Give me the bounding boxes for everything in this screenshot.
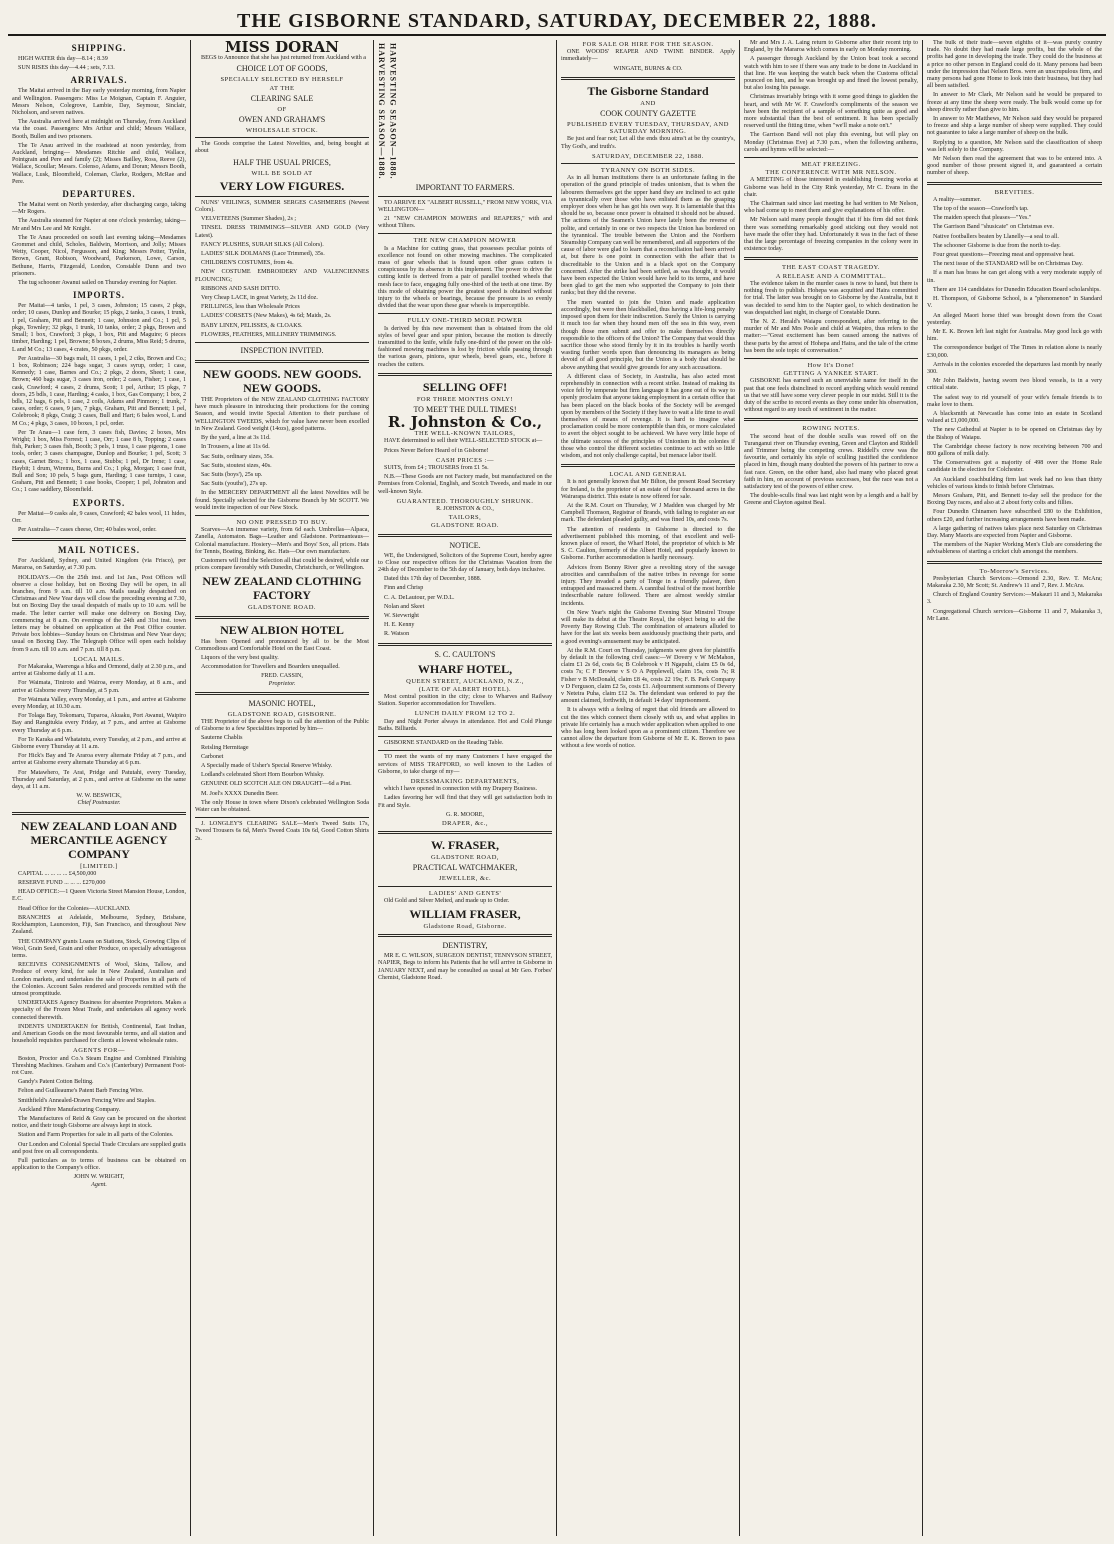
- paragraph: The bulk of their trade—seven eighths of it—was purely country trade. No doubt they had made large profits, but the whole of the profits had gone in developing the trade. They could do the business at a price no other person in England could do it. Many persons had been under the impression that Nelson Bros. were an unscrupulous firm, and many persons had gone Home to look into their business, but they had all been satisfied.: [927, 40, 1102, 90]
- paragraph: Sac Suits (boys'), 25s up.: [201, 471, 263, 478]
- paragraph: In answer to Mr Matthews, Mr Nelson said they would be prepared to freeze and ship a large number of sheep were supplied. They could not guarantee to take a large number of sheep on the bulk.: [927, 116, 1102, 137]
- subheading: THE EAST COAST TRAGEDY.: [781, 264, 881, 272]
- paragraph: An alleged Maori horse thief was brought down from the Coast yesterday.: [927, 312, 1102, 326]
- paragraph: Has been Opened and pronounced by all to be the Most Commodious and Comfortable Hotel on the East Coast.: [195, 638, 369, 652]
- ad-line: IMPORTANT TO FARMERS.: [415, 182, 515, 192]
- ad-heading: NEW ALBION HOTEL: [220, 622, 344, 637]
- paragraph: The Australia arrived here at midnight on Thursday, from Auckland via the coast. Passengers: Mrs Arthur and child; Messrs Wallace, Booth, Bullen and two prisoners.: [12, 119, 186, 140]
- paragraph: At the R.M. Court on Thursday, W J Madden was charged by Mr Campbell Thomson, Registrar of Brands, with failing to register an ear mark. The defendant pleaded guilty, and was fined 10s, and costs 7s.: [561, 502, 735, 524]
- paragraph: For Matawhero, Te Arai, Pridge and Patutahi, every Tuesday, Thursday and Saturday, at 2 p.m., and arrive at Gisborne on the same days, at 11 a.m.: [12, 769, 186, 791]
- subheading: GLADSTONE ROAD, GISBORNE.: [227, 710, 337, 718]
- paragraph: TO ARRIVE EX "ALBERT RUSSELL," FROM NEW YORK, VIA WELLINGTON—: [378, 199, 552, 213]
- double-divider: [378, 643, 552, 646]
- signature: FRED. CASSIN,: [261, 673, 303, 680]
- subheading: QUEEN STREET, AUCKLAND, N.Z.,: [406, 677, 524, 685]
- paragraph: The Manufactures of Reid & Gray can be procured on the shortest notice, and their tough Gisborne are always kept in stock.: [12, 1115, 186, 1130]
- paragraph: GISBORNE STANDARD on the Reading Table.: [384, 740, 504, 747]
- paragraph: In Trousers, a line at 11s 6d.: [201, 444, 270, 451]
- paragraph: An Auckland coachbuilding firm last week had no less than thirty vehicles of various kinds to finish before Christmas.: [927, 476, 1102, 490]
- paragraph: Old Gold and Silver Melted, and made up to Order.: [384, 897, 510, 904]
- signature: R. JOHNSTON & CO.,: [436, 506, 494, 513]
- section-heading: SHIPPING.: [71, 43, 127, 53]
- paragraph: Congregational Church services—Gisborne 11 and 7, Makaraka 3, Mr Lane.: [927, 608, 1102, 622]
- paragraph: A Specially made of Usher's Special Reserve Whisky.: [201, 762, 333, 769]
- paragraph: Smithfield's Annealed-Drawn Fencing Wire and Staples.: [18, 1097, 156, 1104]
- paragraph: Station and Farm Properties for sale in all parts of the Colonies.: [18, 1132, 174, 1139]
- paragraph: A passenger through Auckland by the Union boat took a second watch with him to see if there was any trade to be done in Auckland in that line. He was keeping the watch back when the Customs official pounced on him, and he was brought up and fined the lowest penalty, but also losing his passage.: [744, 56, 918, 92]
- paragraph: THE Proprietor of the above begs to call the attention of the Public of Gisborne to a few Specialities imported by him—: [195, 718, 369, 733]
- paragraph: UNDERTAKES Agency Business for absentee Proprietors. Makes a specialty of the Frozen Meat Trade, and undertakes all agency work connected therewith.: [12, 1000, 186, 1021]
- subheading: FULLY ONE-THIRD MORE POWER: [407, 317, 523, 325]
- paragraph: Liquors of the very best quality.: [201, 654, 279, 661]
- double-divider: [927, 182, 1102, 185]
- paragraph: which I have opened in connection with my Drapery Business.: [384, 786, 537, 793]
- paragraph: A large gathering of natives takes place next Saturday on Christmas Day. Many Maoris are expected from Napier and Gisborne.: [927, 525, 1102, 539]
- paragraph: CHILDREN'S COSTUMES, from 4s.: [201, 260, 294, 267]
- paragraph: HEAD OFFICE:—1 Queen Victoria Street Mansion House, London, E.C.: [12, 889, 186, 903]
- double-divider: [378, 373, 552, 376]
- ad-heading: W. FRASER,: [431, 838, 499, 853]
- paragraph: ONE WOODS' REAPER AND TWINE BINDER. Apply immediately—: [561, 49, 735, 63]
- column-2: [191, 40, 374, 1536]
- paragraph: The men wanted to join the Union and made application accordingly, but were then blackballed, thus having a life-long penalty imposed upon them for their indiscretion. Surely the Union is carrying it much too far when they hound men off the sea in this way, even though those men submit and offer to make themselves directly responsible to the officers of the Union? The Company that would thus sacrifice those who stood firmly by it in its troubles is hardly worth wasting further words upon than denouncing its managers as being devoid of all good principle, but the Union is a body that should be above anything that would give grounds for any such accusations.: [561, 299, 735, 371]
- ad-line: PRACTICAL WATCHMAKER,: [412, 863, 518, 873]
- paragraph: N.B.—These Goods are not Factory made, but manufactured on the Premises from Colonial, English, and Scotch Tweeds, and made in our well-known Style.: [378, 474, 552, 495]
- paragraph: Replying to a question, Mr Nelson said the classification of sheep was left solely to the Company.: [927, 139, 1102, 153]
- subheading: FOR THREE MONTHS ONLY!: [416, 395, 514, 403]
- paragraph: Mr and Mrs J. A. Laing return to Gisborne after their recent trip to England, by the Mararoa which comes in early on Monday morning.: [744, 40, 918, 54]
- subheading: DRESSMAKING DEPARTMENTS,: [410, 777, 520, 785]
- paragraph: Ladies favoring her will find that they will get satisfaction both in Fit and Style.: [378, 795, 552, 809]
- paragraph: Be just and fear not; Let all the ends thou aims't at be thy country's, Thy God's, and truth's.: [561, 136, 735, 150]
- paragraph: Lodland's celebrated Short Horn Bourbon Whisky.: [201, 772, 325, 779]
- paragraph: SUN RISES this day—4.44 ; sets, 7.13.: [18, 65, 115, 72]
- paragraph: For Tolaga Bay, Tokomaru, Tuparoa, Akuaku, Port Awanui, Waipiro Bay and Rangitukia every Friday, at 7 p.m., and arrive at Gisborne every Thursday at 6 p.m.: [12, 713, 186, 734]
- subheading: FOR SALE OR HIRE FOR THE SEASON.: [582, 41, 714, 48]
- paragraph: Scarves—An immense variety, from 6d each. Umbrellas—Alpaca, Zanella, Automaton. Bags—Leather and Gladstone. Portmanteaus—Colonial manufacture. Hosiery—Men's and Boys' Sox, all prices. Hats for Tennis, Boating, Binking, &c. Hats—Our own manufacture.: [195, 527, 369, 555]
- columns-container: [8, 40, 1106, 1536]
- ad-line: CLEARING SALE: [250, 93, 314, 103]
- paragraph: In answer to Mr Clark, Mr Nelson said he would be prepared to freeze at any time the sheep were ready. The bulk would come up for sheep directly rather than give to him.: [927, 92, 1102, 113]
- divider: [561, 163, 735, 164]
- paragraph: If a man has brass he can get along with a very moderate supply of tin.: [927, 270, 1102, 284]
- paragraph: Felton and Guilleaume's Patent Barb Fencing Wire.: [18, 1088, 144, 1095]
- paragraph: Head Office for the Colonies—AUCKLAND.: [18, 905, 131, 912]
- paragraph: BEGS to Announce that she has just returned from Auckland with a: [201, 55, 367, 62]
- subheading: TAILORS,: [448, 514, 482, 522]
- paragraph: Per Australia—7 cases cheese, Orr; 40 bales wool, order.: [18, 526, 157, 533]
- column-4: [557, 40, 740, 1536]
- subheading: To-Morrow's Services.: [979, 567, 1050, 575]
- paragraph: The Maitai went on North yesterday, after discharging cargo, taking—Mr Rogers.: [12, 202, 186, 216]
- paragraph: For Waimata, Tiniroto and Wairoa, every Monday, at 8 a.m., and arrive at Gisborne every Thursday, at 5 p.m.: [12, 680, 186, 694]
- paragraph: LADIES' SILK DOLMANS (Lace Trimmed), 35s.: [201, 251, 325, 258]
- paragraph: The Goods comprise the Latest Novelties, and, being bought at about: [195, 141, 369, 155]
- subheading: LOCAL MAILS.: [73, 655, 125, 663]
- paragraph: Native footballers beaten by Llanelly—a seal to all.: [933, 233, 1059, 240]
- paragraph: By the yard, a line at 3s 11d.: [201, 435, 271, 442]
- divider: [378, 886, 552, 887]
- ad-heading: WHARF HOTEL,: [417, 661, 513, 676]
- paragraph: A blacksmith at Newcastle has come into an estate in Scotland valued at £1,000,000.: [927, 410, 1102, 425]
- signature-title: Chief Postmaster.: [77, 800, 121, 807]
- paragraph: The second heat of the double sculls was rowed off on the Turanganui river on Thursday evening, Green and Clayton and Riddell and Trimmer being the competing crews. Riddell's crew was the favourite, and certainly his style of sculling justified the confidence placed in him, though many doubted the powers of his partner to row a fast race. Green, on the other hand, also had many who placed great faith in him, on account of previous successes, but the race was not a satisfactory test of the powers of either crew.: [744, 433, 918, 490]
- signature: JOHN W. WRIGHT,: [73, 1174, 125, 1181]
- paragraph: Sac Suits (youths'), 27s up.: [201, 481, 268, 488]
- column-6: [923, 40, 1106, 1536]
- signature: G. R. MOORE,: [445, 811, 485, 818]
- subheading: OF: [277, 105, 287, 113]
- section-heading: ARRIVALS.: [70, 75, 128, 86]
- ad-line: MASONIC HOTEL,: [248, 698, 316, 708]
- divider: [744, 157, 918, 158]
- paragraph: NEW COSTUME EMBROIDERY AND VALENCIENNES FLOUNCING;: [195, 269, 369, 283]
- subheading: GLADSTONE ROAD.: [247, 604, 317, 612]
- paragraph: VELVETEENS (Summer Shades), 2s ;: [201, 216, 297, 223]
- paragraph: The members of the Napier Working Men's Club are considering the advisableness of starting a cricket club amongst the members.: [927, 542, 1102, 556]
- ad-heading: NEW GOODS. NEW GOODS. NEW GOODS.: [202, 367, 362, 396]
- paragraph: RECEIVES CONSIGNMENTS of Wool, Skins, Tallow, and Produce of every kind, for sale in New Zealand, Australian and London markets, and undertakes the sale of Properties in all parts of the Colonies. Account Sales rendered and proceeds remitted with the utmost promptitude.: [12, 962, 186, 997]
- ad-line: OWEN AND GRAHAM'S: [238, 115, 326, 125]
- vertical-banner-text: HARVESTING SEASON—1888.: [388, 43, 398, 180]
- column-1: [8, 40, 191, 1536]
- subheading: LOCAL AND GENERAL: [609, 471, 687, 479]
- subheading: THE NEW CHAMPION MOWER: [413, 237, 517, 245]
- ad-title: MISS DORAN: [224, 40, 340, 56]
- paragraph: The top of the season—Crawford's tap.: [933, 206, 1029, 213]
- subheading: NO ONE PRESSED TO BUY.: [236, 518, 328, 526]
- paragraph: There are 114 candidates for Dunedin Education Board scholarships.: [933, 286, 1101, 293]
- paragraph: Day and Night Porter always in attendance. Hot and Cold Plunge Baths. Billiards.: [378, 718, 552, 732]
- paragraph: It is always with a feeling of regret that old friends are allowed to cut the ties which connect them closely with us, and what applies in private life certainly has a much wider application when applied to one who has long been looked upon as a prominent citizen. Therefore we cannot allow the departure from Gisborne of Mr E. K. Brown to pass without a few words of notice.: [561, 707, 735, 750]
- paragraph: For Auckland, Sydney, and United Kingdom (via Frisco), per Mararoa, on Saturday, at 7.30 p.m.: [12, 558, 186, 572]
- ad-line: COOK COUNTY GAZETTE: [600, 109, 696, 119]
- paragraph: The Australia steamed for Napier at one o'clock yesterday, taking—Mr and Mrs Lee and Mr Knight.: [12, 218, 186, 232]
- paragraph: THE Proprietors of the NEW ZEALAND CLOTHING FACTORY have much pleasure in introducing their productions for the coming Season, and would invite Special Attention to their purchase of WELLINGTON TWEEDS, which for value have never been excelled in New Zealand. Good weight (14ozs), good patterns.: [195, 397, 369, 432]
- subheading: WILL BE SOLD AT: [251, 169, 313, 177]
- paragraph: The only House in town where Dixon's celebrated Wellington Soda Water can be obtained.: [195, 799, 369, 813]
- subheading: LUNCH DAILY FROM 12 TO 2.: [414, 710, 516, 718]
- paragraph: The double-sculls final was last night won by a length and a half by Greene and Clayton against Beal.: [744, 493, 918, 507]
- paragraph: Four Dunedin Chinamen have subscribed £80 to the Exhibition, others £20, and further increasing arrangements have been made.: [927, 509, 1102, 523]
- ad-heading: NEW ZEALAND LOAN AND MERCANTILE AGENCY COMPANY: [20, 818, 178, 861]
- harvest-banner: [378, 43, 552, 180]
- paragraph: INDENTS UNDERTAKEN for British, Continental, East Indian, and American Goods on the most favourable terms, and all station and household requisites purchased for clients at lowest wholesale rates.: [12, 1023, 186, 1045]
- paragraph: The Te Anau arrived in the roadstead at noon yesterday, from Auckland, bringing— Mesdames Ritchie and child, Wallace, Pointgrain and Pere and family (2); Misses Bailley, Ross, Reeve (2), Wallace, Scoullar; Messrs. Colenso, Adams, and Doran; Messrs Booth, Wallace, Lusk, Bloomfield, Coleman, Clarke, Rodgers, McRae and Pere.: [12, 142, 186, 185]
- subheading: GLADSTONE ROAD.: [430, 522, 500, 530]
- paragraph: CAPITAL ... ... ... ... £4,500,000: [18, 870, 97, 877]
- ad-line: INSPECTION INVITED.: [240, 346, 324, 356]
- paragraph: On New Year's night the Gisborne Evening Star Minstrel Troupe will make its debut at the Theatre Royal, the object being to aid the Poverty Bay Rowing Club. The combination of amateurs alluded to have for the last six weeks been assiduously practising their parts, and a good evening's amusement may be anticipated.: [561, 609, 735, 645]
- ad-title: R. Johnston & Co.,: [387, 413, 543, 431]
- ad-line: DENTISTRY,: [442, 941, 488, 951]
- paragraph: M. Joel's XXXX Dunedin Beer.: [201, 790, 279, 797]
- column-5: [740, 40, 923, 1536]
- paragraph: W. Sievwright: [384, 613, 419, 620]
- paragraph: Christmas invariably brings with it some good things to gladden the heart, and with Mr W. F. Crawford's compliments of the season we have been the recipient of a sample of something quite as good and more substantial than the best of sentiment. It has been specially reserved until the fitting time, when "we'll make a note on't.": [744, 94, 918, 130]
- paragraph: Finn and Chrisp: [384, 585, 424, 592]
- paragraph: Full particulars as to terms of business can be obtained on application to the Company's office.: [12, 1157, 186, 1172]
- paragraph: The evidence taken in the murder cases is now to hand, but there is nothing fresh to publish. Hohepa was acquitted and Haira committed for trial. The latter was brought on to Gisborne by the Australia, but it was decided to send him to the Napier gaol, to which destination he was despatched last night, in charge of Constable Dunn.: [744, 280, 918, 316]
- ad-line: TO MEET THE DULL TIMES!: [413, 405, 517, 414]
- divider: [195, 196, 369, 197]
- subheading: AGENTS FOR—: [73, 1047, 125, 1055]
- ad-heading: NEW ZEALAND CLOTHING FACTORY: [202, 574, 362, 603]
- divider: [195, 515, 369, 516]
- paragraph: LADIES' CORSETS (New Makes), 4s 6d; Maids, 2s.: [201, 313, 332, 320]
- paragraph: HIGH WATER this day—8.14 ; 8.39: [18, 56, 108, 62]
- paragraph: Advices from Bonny River give a revolting story of the savage atrocities and cannibalism of the native tribes in revenge for some injury. They invaded a party of Tonge in a friendly palaver, then entrapped and massacred them. A cannibal festival of the most horrible indescribable nature followed. There are almost weekly similar incidents.: [561, 564, 735, 607]
- paragraph: The schooner Gisborne is due from the north to-day.: [933, 242, 1061, 249]
- paragraph: The Te Anau proceeded on south last evening taking—Mesdames Grommet and child, Scholes, Baldwin, Morrison, and Jolly; Misses Wetty, Cooper, Nicol, Fergusson, and King; Messrs Potter, Tynlin, Brown, Grant, Robison, Woodward, Parkerson, Lowe, Carson, Bethune, Harris, Fitzgerald, London, Constable Dunn and two prisoners.: [12, 234, 186, 277]
- paragraph: FANCY PLUSHES, SURAH SILKS (All Colors).: [201, 241, 324, 248]
- ad-line: CHOICE LOT OF GOODS,: [236, 64, 328, 74]
- subheading: SPECIALLY SELECTED BY HERSELF: [220, 76, 344, 84]
- paragraph: Per Australia—30 bags malt, 11 cases, 1 pel, 2 ctks, Brown and Co.; 1 box, Robinson; 224 bags sugar, 3 cases syrup, order; 1 case, Kennedy; 1 case, Barnes and Co.; 2 pkgs, 2 doors, Sheet; 1 case, Brown; 460 bags sugar, 3 cases iron, order; 2 cases, Fisher; 1 case, 1 cask, Crawford; 4 cases, 2 drums, Scott; 1 pel, Arthur; 15 pkgs, 7 doors, 25 bdls, 1 case, Harding; 4 casks, 1 box, Gas Company; 1 box, 2 bdls, 12 bags, 6 pels, 1 case, 2 coils, Adams and Pinmore; 1 trunk, 7 cases, order; 6 cases, 9 jars, 7 pkgs, Graham, Pitt and Bennett; 1 pel, Colebrook; 8 pkgs, Craig; 3 cases, Bull and Hart; 6 bales wool, L and M Co.; 4 pkgs, 3 cases, 10 boxes, 1 pcl, order.: [12, 355, 186, 427]
- paragraph: A different class of Society, in Australia, has also acted most reprehensibly in connection with a recent strike. Instead of making its voice felt by temperate but firm language it has gone out of its way to openly proclaim that anyone taking employment in a certain office that has been placed on the black books of the Society will be avenged upon by members of the Society if they have to wait a life time to avail themselves of means of revenge. It is hard to imagine what proclamation could be more contemptible than this, or more calculated to avert the object sought to be achieved. We have very little hope of the ultimate success of the principles of Unionism in the colonies if those who control the different societies continue to act with so little wisdom, and not only challenge capital, but menace labor itself.: [561, 373, 735, 459]
- ad-heading: WILLIAM FRASER,: [409, 906, 521, 921]
- paragraph: Sauterne Chablis: [201, 735, 243, 742]
- paragraph: C. A. DeLautour, per W.D.L.: [384, 594, 455, 601]
- divider: [378, 233, 552, 234]
- paragraph: 21 "NEW CHAMPION MOWERS and REAPERS," with and without Tilters.: [378, 215, 552, 230]
- paragraph: Very Cheap LACE, in great Variety, 2s 11d doz.: [201, 295, 318, 302]
- subheading: BREVITIES.: [994, 188, 1035, 196]
- paragraph: For Te Karaka and Whatatutu, every Tuesday, at 2 p.m., and arrive at Gisborne every Thursday at 11 a.m.: [12, 736, 187, 751]
- masthead-title: THE GISBORNE STANDARD, SATURDAY, DECEMBER 22, 1888.: [237, 9, 877, 32]
- paragraph: Accommodation for Travellers and Boarders unequalled.: [201, 664, 340, 671]
- subheading: WHOLESALE STOCK.: [245, 127, 319, 135]
- subheading: JEWELLER, &c.: [438, 875, 492, 883]
- vertical-banner-text: HARVESTING SEASON—1888.: [377, 43, 387, 180]
- double-divider: [561, 77, 735, 80]
- paragraph: Mr Nelson then read the agreement that was to be entered into. A good number of those present signed it, and guaranteed a certain number of sheep.: [927, 156, 1102, 177]
- paragraph: The Garrison Band will not play this evening, but will play on Monday (Christmas Eve) at 7.30 p.m., when the following anthems, carols and hymns will be selected:—: [744, 132, 918, 153]
- double-divider: [561, 464, 735, 467]
- subheading: TYRANNY ON BOTH SIDES.: [600, 167, 696, 175]
- paragraph: The Maitai arrived in the Bay early yesterday morning, from Napier and Wellington. Passengers: Miss Le Moignan, Captain F. Anguier, Messrs Nelson, Colegrove, Lambie, Day, Seymour, Sinclair, Nicholson, and seven natives.: [12, 88, 186, 117]
- paragraph: In the MERCERY DEPARTMENT all the latest Novelties will be found. Specially selected for the Gisborne Branch by Mr SCOTT. We would invite inspection of our New Stock.: [195, 490, 369, 511]
- paragraph: HOLIDAYS.—On the 25th inst. and 1st Jan., Post Offices will observe a close holiday, but on Boxing Day will be open, in all branches, from 9 a.m. till 10 a.m. Mails usually despatched on Christmas and New Year days will close the preceding evening at 7.30, but on Boxing Day the usual despatch of mails up to 10 a.m. will be made. The letter carrier will make one delivery on Boxing Day, commencing at 8 a.m. On evenings of the 24th and 31st inst. town letters may be obtained on application at the Post Office counter. Private box lobbies—Sunday hours on Christmas and New Year days; usual on Boxing Day. The Telegraph Office will open each holiday from 9 a.m. till 10 a.m. and 7 p.m. till 8 p.m.: [12, 574, 186, 653]
- paragraph: BABY LINEN, PELISSES, & CLOAKS.: [201, 322, 303, 329]
- double-divider: [378, 534, 552, 537]
- subheading: GLADSTONE ROAD,: [430, 854, 500, 862]
- signature-title: Agent.: [91, 1181, 107, 1188]
- subheading: LADIES' AND GENTS': [428, 889, 502, 897]
- divider: [195, 817, 369, 818]
- paragraph: Boston, Proctor and Co.'s Steam Engine and Combined Finishing Threshing Machines. Graham and Co.'s (Canterbury) Permanent Foot-rot Cure.: [12, 1055, 186, 1076]
- paragraph: Is derived by this new movement than is obtained from the old styles of bevel gear and spur pinion, because the motion is directly transmitted to the knife, while fully one-third of the power on the old-fashioned mowing machines is lost by friction while passing through the various gears, pinions, spur wheels, bevel gears, etc., before it reaches the cutters.: [378, 325, 552, 368]
- paragraph: J. LONGLEY'S CLEARING SALE—Men's Tweed Suits 17s, Tweed Trousers 6s 6d, Men's Tweed Coats 10s 6d, Good Cotton Shirts 2s.: [195, 821, 369, 842]
- double-divider: [378, 934, 552, 937]
- ad-line: S. C. CAULTON'S: [434, 649, 496, 659]
- subheading: THE WELL-KNOWN TAILORS,: [414, 430, 516, 438]
- paragraph: H. Thompson, of Gisborne School, is a "phenomenon" in Standard V.: [927, 296, 1102, 310]
- section-heading: IMPORTS.: [73, 290, 125, 301]
- section-heading: MAIL NOTICES.: [57, 545, 141, 556]
- subheading: PUBLISHED EVERY TUESDAY, THURSDAY, AND SATURDAY MORNING.: [567, 121, 729, 136]
- paragraph: As in all human institutions there is an unfortunate failing in the operation of the grand principle of trades unionism, that is when the labourers themselves get the upper hand they are inclined to act quite as tyrannically over those who have enlisted them as the grasping employer does when he has got his own way. It is lamentable that this should be so, because once power is obtained it should not be abused. The actions of the Seamen's Union have lately been the reverse of polite, and certainly in one or two respects the Union has bordered on the tyrannical. The trouble between the Union and the Northern Steamship Company can well be remembered, and all supporters of the cause of labor were glad to learn that a reconciliation had been arrived at, but there is one point in connection with the affair that is discreditable to the Union and is a black spot on the Company concerned. After the strike had been settled, as was thought, it would have been expected the Union would have held to its terms, and have been glad to get the men who supported the Company to join their ranks; but they did the reverse.: [561, 175, 735, 297]
- paragraph: TO meet the wants of my many Customers I have engaged the services of MISS TRAFFORD, so well known to the Ladies of Gisborne, to take charge of my—: [378, 754, 552, 775]
- paragraph: For Hick's Bay and Te Araroa every alternate Friday at 7 p.m., and arrive at Gisborne every alternate Thursday at 6 p.m.: [12, 753, 186, 767]
- paragraph: The Chairman said since last meeting he had written to Mr Nelson, who had come up to meet them and give explanations of his offer.: [744, 201, 918, 215]
- paragraph: The N. Z. Herald's Waiapu correspondent, after referring to the murder of Mr and Mrs Poole and child at Waipiro, thus refers to the matter:—"Great excitement has been caused among the natives of these parts by the arrest of Hohepa and Haira, and the tale of the crime has been the sole topic of conversation.": [744, 318, 918, 354]
- subheading: THE CONFERENCE WITH MR NELSON.: [765, 169, 897, 177]
- subheading: GUARANTEED. THOROUGHLY SHRUNK.: [396, 497, 534, 505]
- paragraph: The maiden speech that pleases—"Yes.": [933, 215, 1032, 222]
- divider: [378, 313, 552, 314]
- paragraph: Mr John Baldwin, having sworn two blood vessels, is in a very critical state.: [927, 378, 1102, 392]
- page-masthead: [8, 8, 1106, 36]
- divider: [744, 358, 918, 359]
- paragraph: GISBORNE has earned such an unenviable name for itself in the past that one feels disinclined to record anything which would remind us that we still have some very clever people in our midst. Still it is the duty of the scribe to record events as they come under his observation, without regard to any touch of sentiment in the matter.: [744, 378, 918, 414]
- paragraph: SUITS, from £4 ; TROUSERS from £1 5s.: [384, 465, 489, 472]
- subheading: MEAT FREEZING.: [801, 161, 861, 169]
- paragraph: Sac Suits, ordinary sizes, 35s.: [201, 453, 274, 460]
- divider: [195, 342, 369, 343]
- paragraph: Gandy's Patent Cotton Belting.: [18, 1079, 94, 1086]
- paragraph: Carbonet: [201, 753, 224, 760]
- paragraph: BRANCHES at Adelaide, Melbourne, Sydney, Brisbane, Rockhampton, Launceston, Fiji, San Francisco, and throughout New Zealand.: [12, 914, 186, 936]
- paragraph: Prices Never Before Heard of in Gisborne!: [384, 447, 489, 454]
- paragraph: NUNS' VEILINGS, SUMMER SERGES CASHMERES (Newest Colors).: [195, 199, 369, 214]
- paragraph: GENUINE OLD SCOTCH ALE ON DRAUGHT—6d a Pint.: [201, 781, 352, 788]
- paragraph: THE COMPANY grants Loans on Stations, Stock, Growing Clips of Wool, Grain Seed, Grain and other Produce, on specially advantageous terms.: [12, 938, 186, 959]
- paragraph: A MEETING of those interested in establishing freezing works at Gisborne was held in the City Rink yesterday, Mr C. Evans in the chair.: [744, 177, 918, 198]
- ad-line: HALF THE USUAL PRICES,: [233, 157, 331, 167]
- paragraph: Presbyterian Church Services:—Ormond 2.30, Rev. T. McAra; Makaraka 2.30, Mr Scott; St. Andrew's 11 and 7, Rev. J. McAra.: [927, 575, 1102, 589]
- paragraph: Four great questions—Freezing meat and oppressive heat.: [933, 252, 1075, 259]
- paragraph: The Conservatives got a majority of 498 over the Home Rule candidate in the election for Colchester.: [927, 460, 1102, 474]
- paragraph: Mr E. K. Brown left last night for Australia. May good luck go with him.: [927, 328, 1102, 343]
- paragraph: For Waimata Valley, every Monday, at 1 p.m., and arrive at Gisborne every Monday, at 10.30 a.m.: [12, 696, 186, 711]
- paragraph: Messrs Graham, Pitt, and Bennett to-day sell the produce for the Boxing Day races, and also at 2 about forty colts and fillies.: [927, 492, 1102, 507]
- divider: [195, 137, 369, 138]
- double-divider: [195, 360, 369, 363]
- paragraph: MR E. C. WILSON, SURGEON DENTIST, TENNYSON STREET, NAPIER, Begs to inform his Patients that he will arrive in Gisborne in JANUARY NEXT, and may be consulted as usual at Mr Geo. Forbes' Chemist, Gladstone Road.: [378, 953, 552, 981]
- paragraph: The attention of residents in Gisborne is directed to the advertisement published this morning, of that excellent and well-known place of resort, the Wharf Hotel, the proprietor of which is Mr S. C. Caulton, formerly of the Albert Hotel, and popularly known to Gisborne. Further accommodation is hardly necessary.: [561, 526, 735, 562]
- paragraph: The safest way to rid yourself of your wife's female friends is to make love to them.: [927, 394, 1102, 408]
- double-divider: [378, 831, 552, 834]
- paragraph: Reisling Hermitage: [201, 744, 249, 751]
- subheading: CASH PRICES :—: [436, 456, 494, 464]
- subheading: GETTING A YANKEE START.: [783, 370, 879, 378]
- paragraph: Most central position in the city; close to Wharves and Railway Station. Superior accommodation for Travellers.: [378, 694, 552, 708]
- divider: [378, 750, 552, 751]
- subheading: [LIMITED.]: [80, 862, 118, 870]
- subheading: AND: [640, 99, 656, 107]
- paragraph: RESERVE FUND ... ... ... £270,000: [18, 880, 106, 887]
- paragraph: TINSEL DRESS TRIMMINGS—SILVER AND GOLD (Very Latest).: [195, 225, 369, 239]
- paragraph: It is not generally known that Mr Bilton, the present Road Secretary for Ireland, is the proprietor of an estate of four thousand acres in the Wairarapa district. This estate is now offered for sale.: [561, 479, 735, 500]
- double-divider: [12, 538, 186, 541]
- subheading: Gladstone Road, Gisborne.: [423, 922, 507, 930]
- paragraph: R. Watson: [384, 631, 410, 638]
- subheading: AT THE: [269, 84, 295, 92]
- double-divider: [927, 561, 1102, 564]
- double-divider: [12, 812, 186, 815]
- paragraph: WE, the Undersigned, Solicitors of the Supreme Court, hereby agree to Close our respective offices for the Christmas Vacation from the 24th day of December to the 5th day of January, both days inclusive.: [378, 552, 552, 574]
- paragraph: Our London and Colonial Special Trade Circulars are supplied gratis and post free on all correspondents.: [12, 1141, 186, 1155]
- subheading: ROWING NOTES.: [802, 425, 860, 433]
- paragraph: Per Te Anau—1 case fern, 3 cases fish, Davies; 2 boxes, Mrs Wright; 1 box, Miss Forrest; 1 case, Orr; 1 case 8 b, Topping; 2 cases fish, Parker; 3 cases fish, Booth; 3 pels, 1 truss, 1 case pigeons, 1 case tools, order; 3 cases champagne, Dunlop and Bourke; 1 pel, Scott; 3 cases, Garnet Bros.; 1 box, 1 case, Stubbs; 1 pel, Dr Irene; 1 case, Haybit; 1 drum, Wiremu, Burns and Co.; 1 pkg, Morgan; 1 case fruit, Bull and Son; 10 pels, 5 bags gum, Harding; 1 case turnips, 1 case, Graham, Pitt and Bennett; 1 case books, Cooper; 1 pel, Johnston and Co.; 1 case saddlery, Bloomfield.: [12, 429, 186, 494]
- paragraph: Arrivals in the colonies exceeded the departures last month by nearly 300.: [927, 361, 1102, 375]
- section-heading: DEPARTURES.: [62, 189, 136, 200]
- subheading: DRAPER, &c.,: [441, 819, 489, 827]
- double-divider: [744, 257, 918, 260]
- ad-heading: The Gisborne Standard: [587, 83, 709, 98]
- signature: WINGATE, BURNS & CO.: [613, 65, 683, 72]
- paragraph: Per Maitai—4 tanks, 1 pel, 3 cases, Johnston; 15 cases, 2 pkgs, order; 10 cases, Dunlop and Bourke; 15 pkgs, 2 tanks, 3 cases, 1 trunk, 1 pel, Graham, Pitt and Bennett; 1 case, Johnston and Co.; 1 pcl, 5 pkgs, Townley; 32 pkgs, 1 trunk, 10 tanks, order; 2 pkgs, Brown and Small; 1 box, Crawford; 3 pkgs, 1 box, Pitt and Maguire; 6 pieces timber, Harding; 1 pel, Browne; 8 boxes, 2 drums, Miss Reid; 5 drums, L and M Co.; 13 cases, 4 crates, 50 pkgs, order.: [12, 303, 186, 353]
- paragraph: The Cambridge cheese factory is now receiving between 700 and 800 gallons of milk daily.: [927, 443, 1102, 457]
- column-3: [374, 40, 557, 1536]
- paragraph: The correspondence budget of The Times in relation alone is nearly £30,000.: [927, 345, 1102, 359]
- paragraph: At the R.M. Court on Thursday, judgments were given for plaintiffs by default in the following civil cases:—W Dovery v W McMahon, claim £1 2s 6d, costs 6s; B Colebrook v H Ngapuhi, claim £5 0s 6d, costs 7s; C F Browne v S O A Pepplewell, claim 15s, costs 7s; R Fisher v B McDonald, claim £8 4s, costs 22 19s; F. B. Park Company v D Ferguson, claim £2 5s, costs £1. Adjournment summons of Devery v Neteira Puha, claim £12 3s. The defendant was ordered to pay the amount claimed, forthwith, in default 14 days' imprisonment.: [561, 647, 735, 705]
- paragraph: Customers will find the Selection all that could be desired, while our prices compare favorably with Dunedin, Christchurch, or Wellington.: [195, 557, 369, 572]
- divider: [378, 196, 552, 197]
- double-divider: [195, 692, 369, 695]
- paragraph: FRILLINGS, less than Wholesale Prices: [201, 304, 300, 311]
- paragraph: The Garrison Band "shusicate" on Christmas eve.: [933, 224, 1054, 231]
- paragraph: Is a Machine for cutting grass, that possesses peculiar points of excellence not found on other mowing machines. The complicated mass of gear wheels that is found upon other grass cutters is conspicuous by its absence in this implement. The power to drive the cutting knife is derived from a pair of parallel toothed wheels that mesh face to face, engaging fully one-third of the teeth at one time. By this mode of obtaining power the greatest speed is obtained without injury to the wheels or bearings, because the pressure is so evenly divided that the wear upon these gear wheels is imperceptible.: [378, 245, 552, 310]
- paragraph: HAVE determined to sell their WELL-SELECTED STOCK at—: [384, 438, 543, 445]
- paragraph: RIBBONS AND SASH DITTO.: [201, 285, 281, 292]
- paragraph: Church of England Country Services:—Makauri 11 and 3, Makaraka 3.: [927, 592, 1102, 606]
- section-heading: EXPORTS.: [72, 497, 126, 508]
- subheading: How It's Done!: [807, 361, 855, 369]
- subheading: (LATE OF ALBERT HOTEL).: [418, 685, 512, 693]
- paragraph: Dated this 17th day of December, 1888.: [384, 576, 482, 583]
- paragraph: H. E. Kenny: [384, 622, 415, 629]
- paragraph: FLOWERS, FEATHERS, MILLINERY TRIMMINGS.: [201, 331, 337, 338]
- subheading: A RELEASE AND A COMMITTAL.: [775, 272, 887, 280]
- paragraph: A reality—summer.: [933, 196, 982, 203]
- double-divider: [195, 616, 369, 619]
- paragraph: The next issue of the STANDARD will be on Christmas Day.: [933, 261, 1083, 268]
- signature-title: Proprietor.: [268, 680, 296, 687]
- ad-heading: VERY LOW FIGURES.: [219, 178, 345, 193]
- paragraph: Mr Nelson said many people thought that if his firm did not think there was something remarkably good sticking out they would not have made the offer they had. Unfortunately it was in the fact of these that the large percentage of freezing companies in the colony were in existence today.: [744, 217, 918, 253]
- double-divider: [744, 418, 918, 421]
- paragraph: Per Maitai—9 casks ale, 9 cases, Crawford; 42 bales wool, 11 hides, Orr.: [12, 510, 186, 524]
- divider: [378, 736, 552, 737]
- subheading: SATURDAY, DECEMBER 22, 1888.: [592, 152, 704, 160]
- paragraph: The tug schooner Awanui sailed on Thursday evening for Napier.: [18, 280, 177, 287]
- ad-heading: SELLING OFF!: [422, 379, 508, 394]
- signature: W. W. BESWICK,: [76, 793, 122, 800]
- paragraph: Nolan and Skeet: [384, 603, 425, 610]
- paragraph: The new Cathedral at Napier is to be opened on Christmas day by the Bishop of Waiapu.: [927, 427, 1102, 441]
- ad-line: NOTICE.: [449, 540, 481, 550]
- paragraph: For Makaraka, Waerenga a hika and Ormond, daily at 2.30 p.m., and arrive at Gisborne daily at 11 a.m.: [12, 664, 186, 678]
- paragraph: Auckland Fibre Manufacturing Company.: [18, 1106, 121, 1113]
- paragraph: Sac Suits, stoutest sizes, 40s.: [201, 462, 272, 469]
